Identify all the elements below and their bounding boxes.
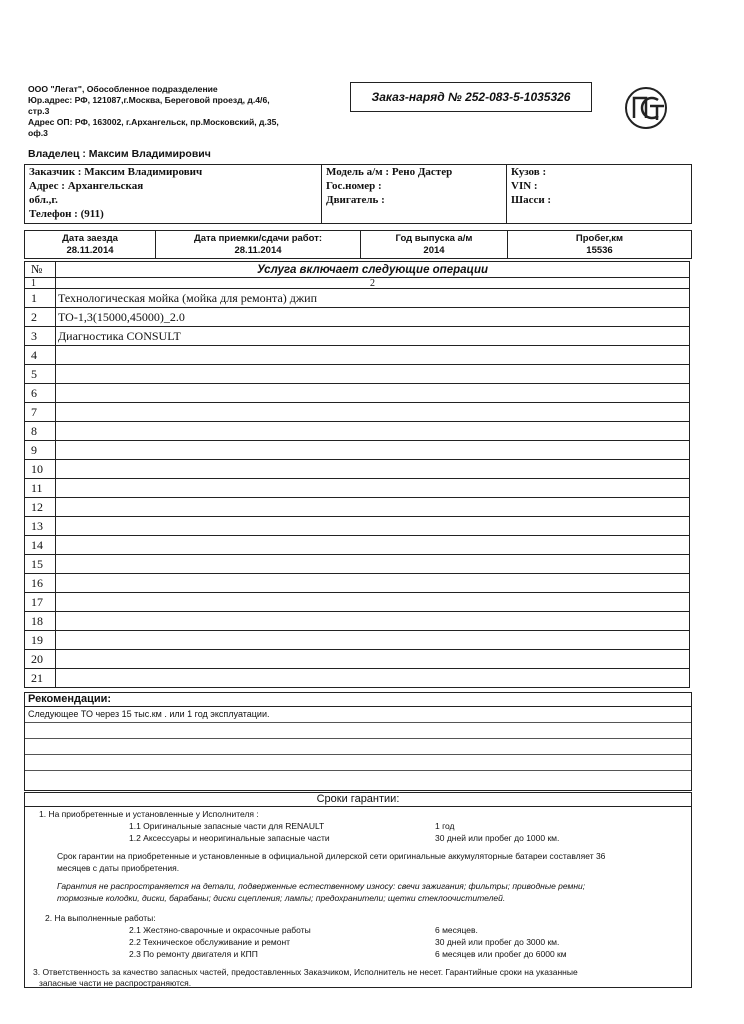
operation-text xyxy=(56,460,690,479)
operation-row xyxy=(25,517,690,536)
warranty-block xyxy=(24,792,692,988)
operation-row xyxy=(25,612,690,631)
operation-text xyxy=(56,669,690,688)
customer-vehicle-block xyxy=(24,164,692,224)
handover-label: Дата приемки/сдачи работ: xyxy=(193,233,323,244)
operation-number: 2 xyxy=(25,308,56,327)
operation-number: 13 xyxy=(25,517,56,536)
operation-row xyxy=(25,327,690,346)
operation-text xyxy=(56,403,690,422)
warranty-p2-2-value: 30 дней или пробег до 3000 км. xyxy=(435,937,560,947)
operation-row xyxy=(25,403,690,422)
company-line: Адрес ОП: РФ, 163002, г.Архангельск, пр.Московский, д.35, xyxy=(28,117,279,127)
operations-subheader xyxy=(25,278,690,289)
company-line: Юр.адрес: РФ, 121087,г.Москва, Береговой проезд, д.4/6, xyxy=(28,95,270,105)
operation-text xyxy=(56,479,690,498)
operation-row xyxy=(25,460,690,479)
operation-row xyxy=(25,365,690,384)
arrival-date: 28.11.2014 xyxy=(66,245,114,256)
mileage-value: 15536 xyxy=(586,245,613,256)
customer-region: обл.,г. xyxy=(29,194,58,206)
operation-number: 10 xyxy=(25,460,56,479)
operation-number: 18 xyxy=(25,612,56,631)
recommendations-title: Рекомендации: xyxy=(25,693,691,707)
operation-text xyxy=(56,574,690,593)
operation-text xyxy=(56,365,690,384)
mileage-label: Пробег,км xyxy=(575,233,624,244)
warranty-p3a: 3. Ответственность за качество запасных частей, предоставленных Заказчиком, Исполнитель не несет. Гарантийные сроки на указанные xyxy=(33,967,578,977)
warranty-p2: 2. На выполненные работы: xyxy=(45,913,156,923)
vehicle-id-column xyxy=(507,165,691,223)
warranty-p2-2: 2.2 Техническое обслуживание и ремонт xyxy=(129,937,291,947)
operation-text: Технологическая мойка (мойка для ремонта) джип xyxy=(56,289,690,308)
company-line: стр.3 xyxy=(28,106,50,116)
vehicle-vin: VIN : xyxy=(511,180,538,192)
operation-text xyxy=(56,384,690,403)
warranty-p2-1: 2.1 Жестяно-сварочные и окрасочные работы xyxy=(129,925,311,935)
operation-row xyxy=(25,441,690,460)
operation-number: 5 xyxy=(25,365,56,384)
recommendations-line xyxy=(25,755,691,771)
operation-number: 20 xyxy=(25,650,56,669)
recommendations-block xyxy=(24,692,692,791)
customer-address: Адрес : Архангельская xyxy=(29,180,144,192)
customer-phone: Телефон : (911) xyxy=(29,208,104,220)
sub-col: 2 xyxy=(56,278,690,289)
sub-num: 1 xyxy=(25,278,56,289)
operation-number: 11 xyxy=(25,479,56,498)
order-number: Заказ-наряд № 252-083-5-1035326 xyxy=(350,82,592,112)
company-line: оф.3 xyxy=(28,128,48,138)
operation-number: 15 xyxy=(25,555,56,574)
owner-line: Владелец : Максим Владимирович xyxy=(28,148,211,160)
warranty-battery-2: месяцев с даты приобретения. xyxy=(57,863,180,873)
vehicle-engine: Двигатель : xyxy=(326,194,385,206)
certification-mark-icon xyxy=(624,86,668,130)
year-label: Год выпуска а/м xyxy=(395,233,473,244)
warranty-p1-2: 1.2 Аксессуары и неоригинальные запасные части xyxy=(129,833,330,843)
operation-number: 19 xyxy=(25,631,56,650)
operation-row xyxy=(25,308,690,327)
operation-row xyxy=(25,498,690,517)
operation-text xyxy=(56,631,690,650)
operation-text xyxy=(56,555,690,574)
vehicle-plate: Гос.номер : xyxy=(326,180,382,192)
warranty-battery-1: Срок гарантии на приобретенные и установленные в официальной дилерской сети оригинальные аккумуляторные батареи составляет 36 xyxy=(57,851,606,861)
operation-row xyxy=(25,289,690,308)
operation-text xyxy=(56,593,690,612)
arrival-label: Дата заезда xyxy=(62,233,118,244)
year-cell xyxy=(361,231,508,258)
operation-number: 3 xyxy=(25,327,56,346)
operation-number: 16 xyxy=(25,574,56,593)
arrival-cell xyxy=(25,231,156,258)
operation-row xyxy=(25,536,690,555)
warranty-wear-2: тормозные колодки, диски, барабаны; диски сцепления; лампы; предохранители; щетки стеклоочистителей. xyxy=(57,893,506,903)
recommendations-line xyxy=(25,723,691,739)
operation-number: 17 xyxy=(25,593,56,612)
operation-number: 9 xyxy=(25,441,56,460)
operation-number: 6 xyxy=(25,384,56,403)
operation-number: 12 xyxy=(25,498,56,517)
num-header: № xyxy=(25,262,56,278)
operation-number: 1 xyxy=(25,289,56,308)
operation-text: ТО-1,3(15000,45000)_2.0 xyxy=(56,308,690,327)
vehicle-model: Модель а/м : Рено Дастер xyxy=(326,166,453,178)
operation-row xyxy=(25,669,690,688)
operation-number: 8 xyxy=(25,422,56,441)
handover-cell xyxy=(156,231,361,258)
warranty-title: Сроки гарантии: xyxy=(25,793,691,807)
recommendations-line xyxy=(25,739,691,755)
warranty-p3b: запасные части не распространяются. xyxy=(39,978,192,988)
operation-text xyxy=(56,498,690,517)
operation-text xyxy=(56,612,690,631)
operations-table xyxy=(24,261,690,688)
operation-number: 4 xyxy=(25,346,56,365)
warranty-p2-3: 2.3 По ремонту двигателя и КПП xyxy=(129,949,258,959)
recommendations-text: Следующее ТО через 15 тыс.км . или 1 год эксплуатации. xyxy=(25,707,691,723)
recommendations-line xyxy=(25,771,691,786)
year-value: 2014 xyxy=(423,245,445,256)
operation-row xyxy=(25,346,690,365)
operation-row xyxy=(25,422,690,441)
operation-text xyxy=(56,650,690,669)
warranty-p2-3-value: 6 месяцев или пробег до 6000 км xyxy=(435,949,567,959)
warranty-p1: 1. На приобретенные и установленные у Исполнителя : xyxy=(39,809,259,819)
mileage-cell xyxy=(508,231,691,258)
operations-title: Услуга включает следующие операции xyxy=(56,262,690,278)
handover-date: 28.11.2014 xyxy=(234,245,282,256)
vehicle-column xyxy=(322,165,507,223)
operation-text xyxy=(56,346,690,365)
operation-row xyxy=(25,593,690,612)
warranty-p1-1-value: 1 год xyxy=(435,821,455,831)
operation-text xyxy=(56,517,690,536)
operation-row xyxy=(25,631,690,650)
operation-row xyxy=(25,650,690,669)
operation-number: 7 xyxy=(25,403,56,422)
operation-text xyxy=(56,422,690,441)
vehicle-chassis: Шасси : xyxy=(511,194,552,206)
operation-text xyxy=(56,536,690,555)
customer-name: Заказчик : Максим Владимирович xyxy=(29,166,203,178)
operation-row xyxy=(25,479,690,498)
warranty-p1-1: 1.1 Оригинальные запасные части для RENAULT xyxy=(129,821,325,831)
company-line: ООО "Легат", Обособленное подразделение xyxy=(28,84,218,94)
dates-row xyxy=(24,230,692,259)
warranty-p1-2-value: 30 дней или пробег до 1000 км. xyxy=(435,833,560,843)
operation-number: 21 xyxy=(25,669,56,688)
warranty-wear-1: Гарантия не распространяется на детали, подверженные естественному износу: свечи зажигания; фильтры; приводные ремни; xyxy=(57,881,586,891)
operation-text xyxy=(56,441,690,460)
operation-row xyxy=(25,555,690,574)
operation-number: 14 xyxy=(25,536,56,555)
operations-header xyxy=(25,262,690,278)
operation-row xyxy=(25,574,690,593)
vehicle-body: Кузов : xyxy=(511,166,547,178)
warranty-p2-1-value: 6 месяцев. xyxy=(435,925,478,935)
operation-row xyxy=(25,384,690,403)
company-info xyxy=(28,84,328,139)
operation-text: Диагностика CONSULT xyxy=(56,327,690,346)
customer-column xyxy=(25,165,322,223)
